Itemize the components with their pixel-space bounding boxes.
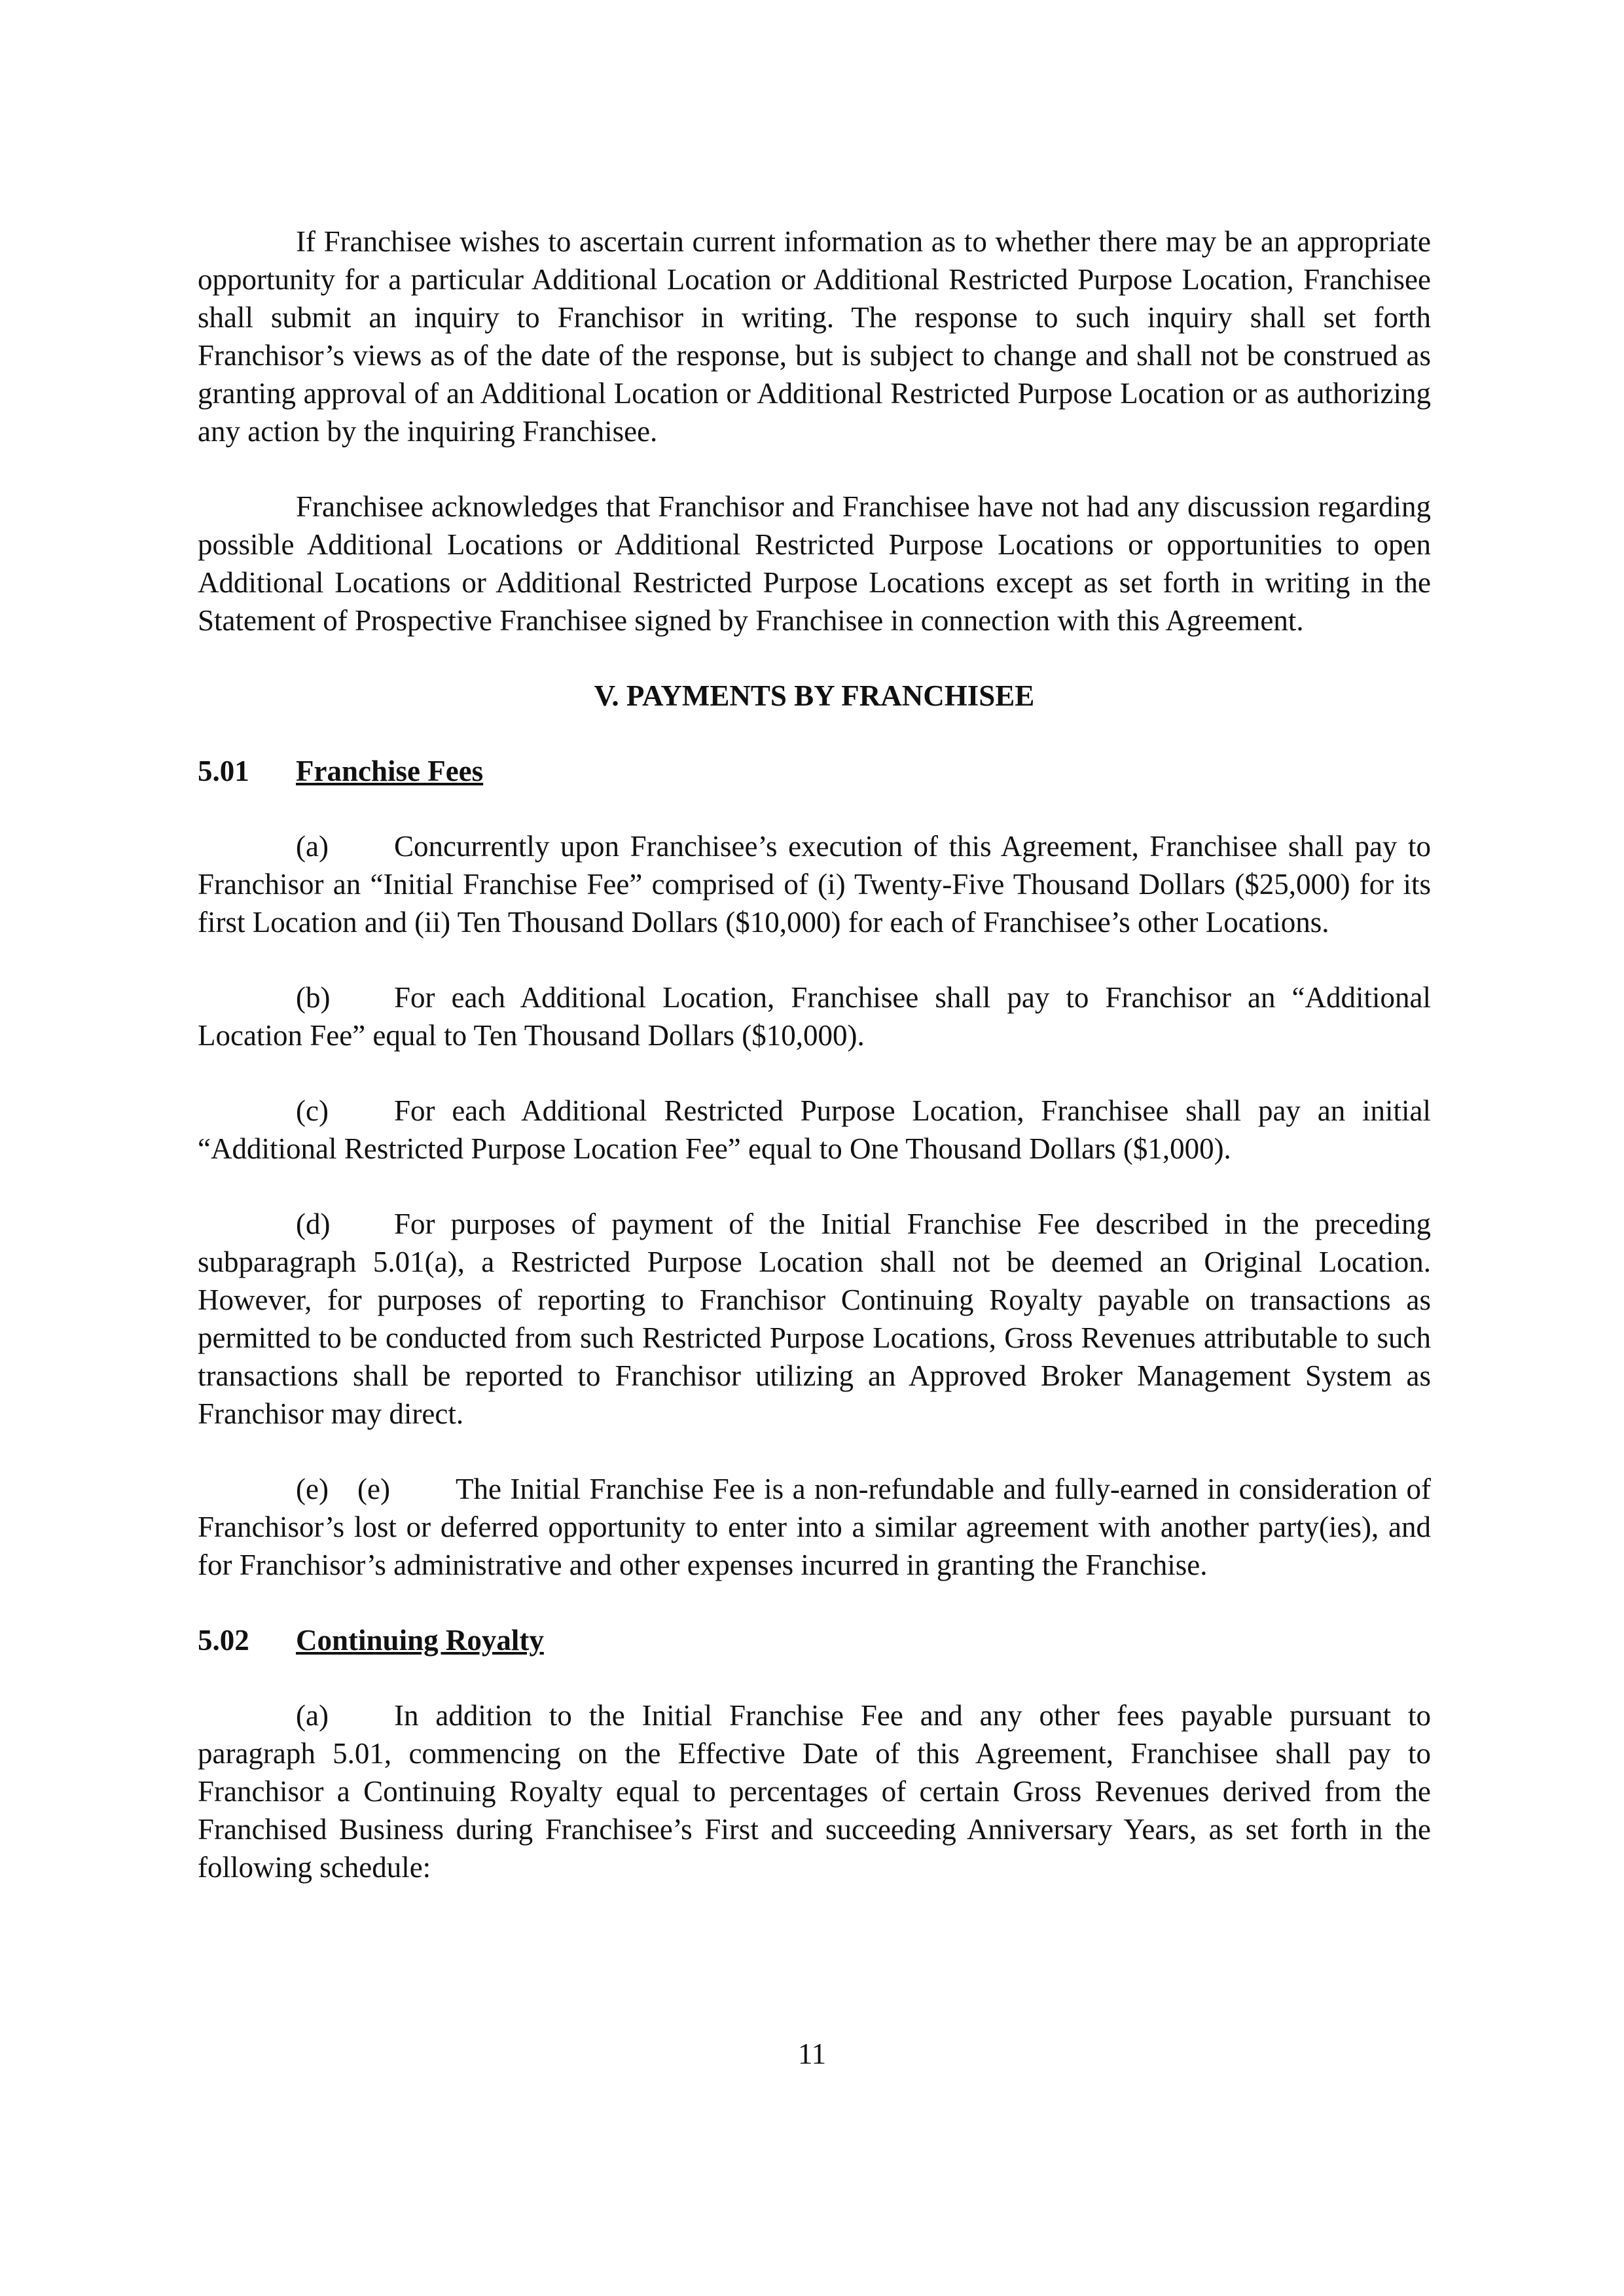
subparagraph-5-01-b (198, 978, 1431, 1054)
subparagraph-5-01-d (198, 1205, 1431, 1433)
subparagraph-letter: (a) (296, 830, 329, 863)
document-page (198, 223, 1431, 1886)
subparagraph-text: For each Additional Location, Franchisee shall pay to Franchisor an “Additional Location Fee” equal to Ten Thousand Dollars ($10,000). (198, 981, 1431, 1052)
page-number: 11 (797, 2037, 827, 2070)
subparagraph-5-01-e (198, 1470, 1431, 1584)
article-heading: V. PAYMENTS BY FRANCHISEE (594, 679, 1035, 712)
subparagraph-text: In addition to the Initial Franchise Fee and any other fees payable pursuant to paragraph 5.01, commencing on the Effective Date of this Agreement, Franchisee shall pay to Franchisor a Continuing Royalty equal to percentages of certain Gross Revenues derived from the Franchised Business during Franchisee’s First and succeeding Anniversary Years, as set forth in the following schedule: (198, 1699, 1431, 1884)
subparagraph-5-02-a (198, 1696, 1431, 1886)
subparagraph-5-01-a (198, 827, 1431, 941)
section-heading-5-01 (198, 752, 1431, 790)
subparagraph-letter: (d) (296, 1208, 331, 1240)
subparagraph-text: The Initial Franchise Fee is a non-refundable and fully-earned in consideration of Franchisor’s lost or deferred opportunity to enter into a similar agreement with another party(ies), and for Franchisor’s administrative and other expenses incurred in granting the Franchise. (198, 1473, 1431, 1581)
subparagraph-letter: (a) (296, 1699, 329, 1732)
section-title: Continuing Royalty (296, 1624, 544, 1657)
subparagraph-5-01-c (198, 1092, 1431, 1168)
subparagraph-text: For each Additional Restricted Purpose Location, Franchisee shall pay an initial “Additional Restricted Purpose Location Fee” equal to One Thousand Dollars ($1,000). (198, 1094, 1431, 1165)
subparagraph-letter-repeat: (e) (357, 1473, 390, 1505)
subparagraph-text: Concurrently upon Franchisee’s execution of this Agreement, Franchisee shall pay to Franchisor an “Initial Franchise Fee” comprised of (i) Twenty-Five Thousand Dollars ($25,000) for its first Location and (ii) Ten Thousand Dollars ($10,000) for each of Franchisee’s other Locations. (198, 830, 1431, 939)
paragraph-inquiry: If Franchisee wishes to ascertain current information as to whether there may be an appropriate opportunity for a particular Additional Location or Additional Restricted Purpose Location, Franchisee shall submit an inquiry to Franchisor in writing. The response to such inquiry shall set forth Franchisor’s views as of the date of the response, but is subject to change and shall not be construed as granting approval of an Additional Location or Additional Restricted Purpose Location or as authorizing any action by the inquiring Franchisee. (198, 225, 1431, 448)
subparagraph-text: For purposes of payment of the Initial Franchise Fee described in the preceding subparagraph 5.01(a), a Restricted Purpose Location shall not be deemed an Original Location. However, for purposes of reporting to Franchisor Continuing Royalty payable on transactions as permitted to be conducted from such Restricted Purpose Locations, Gross Revenues attributable to such transactions shall be reported to Franchisor utilizing an Approved Broker Management System as Franchisor may direct. (198, 1208, 1431, 1430)
section-number: 5.01 (198, 755, 249, 787)
section-number: 5.02 (198, 1624, 249, 1657)
section-heading-5-02 (198, 1621, 1431, 1659)
section-title: Franchise Fees (296, 755, 484, 787)
subparagraph-letter: (c) (296, 1094, 329, 1127)
subparagraph-letter: (b) (296, 981, 331, 1014)
paragraph-acknowledgement: Franchisee acknowledges that Franchisor and Franchisee have not had any discussion regarding possible Additional Locations or Additional Restricted Purpose Locations or opportunities to open Additional Locations or Additional Restricted Purpose Locations except as set forth in writing in the Statement of Prospective Franchisee signed by Franchisee in connection with this Agreement. (198, 490, 1431, 637)
subparagraph-letter: (e) (296, 1473, 329, 1505)
